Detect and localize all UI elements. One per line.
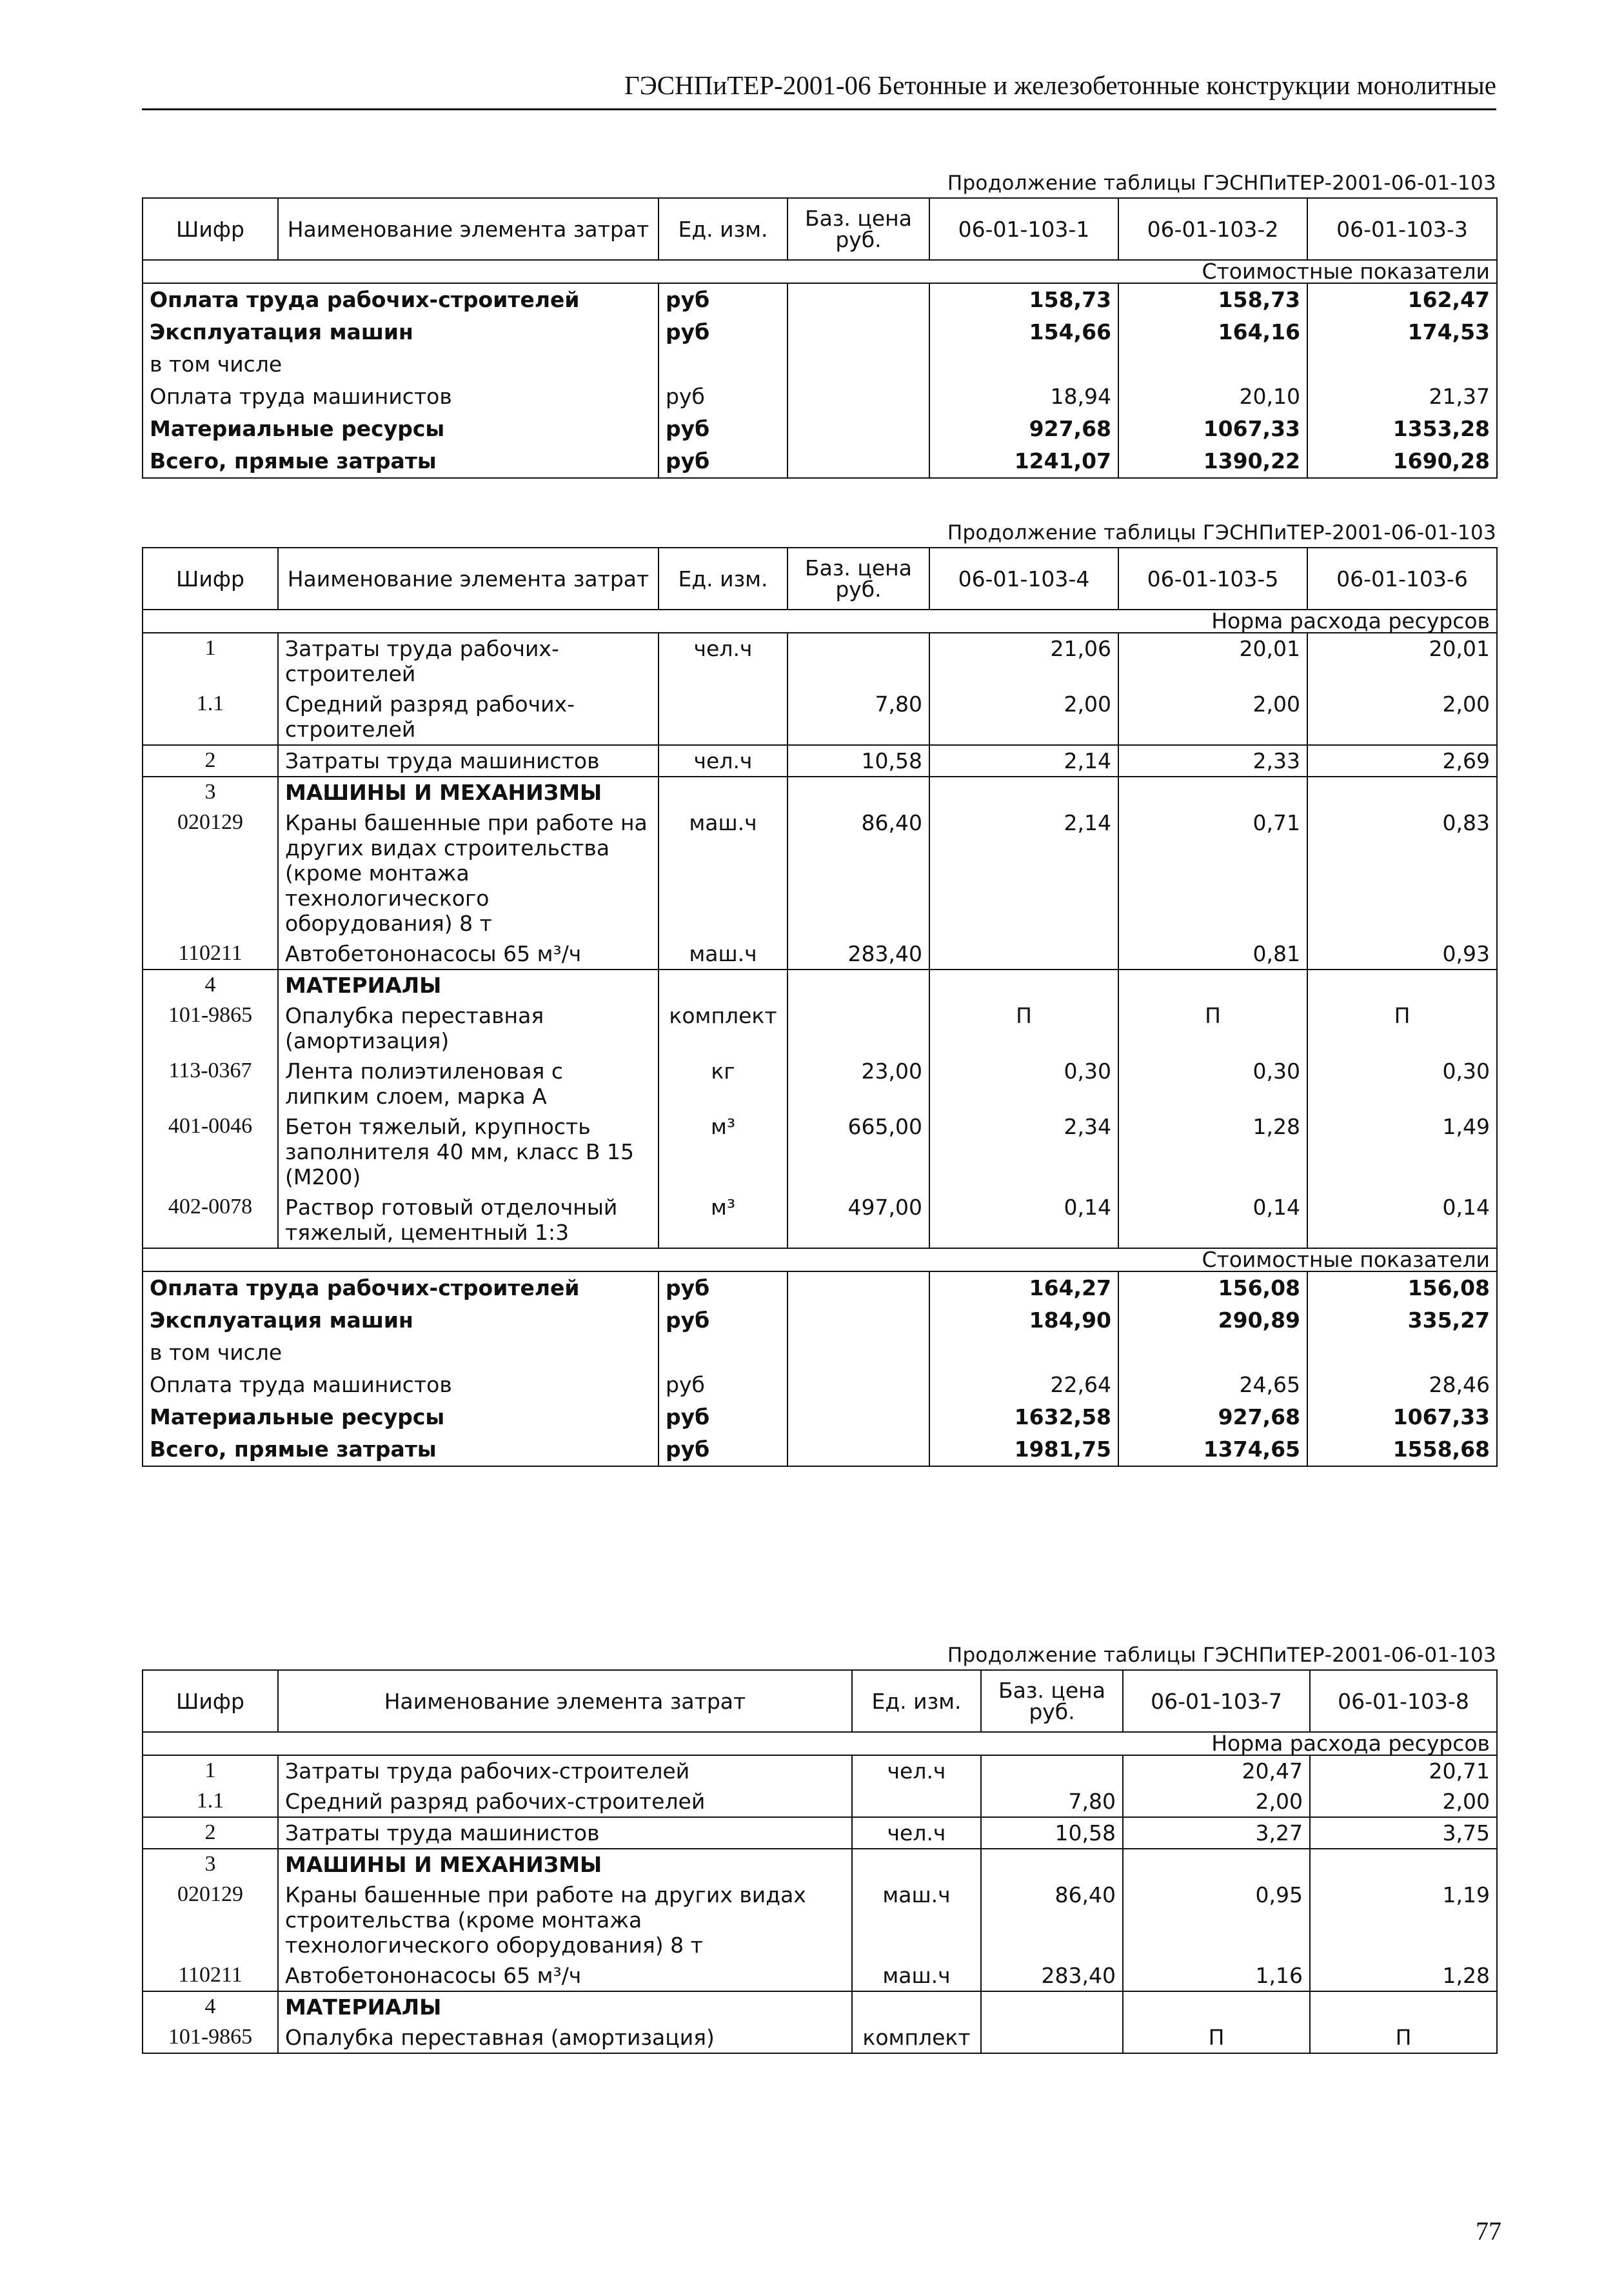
- row-base-price: 10,58: [787, 745, 929, 777]
- row-code: 020129: [143, 808, 278, 939]
- row-value: 0,30: [1118, 1056, 1307, 1111]
- row-name: Средний разряд рабочих-строителей: [278, 689, 659, 745]
- row-value: П: [1310, 2022, 1497, 2053]
- table-row: [143, 633, 1497, 689]
- total-value: 174,53: [1307, 316, 1497, 348]
- total-row: [143, 413, 1497, 445]
- row-code: 113-0367: [143, 1056, 278, 1111]
- total-value: 1241,07: [929, 445, 1118, 478]
- col-header-norm: 06-01-103-3: [1307, 198, 1497, 260]
- col-header-norm: 06-01-103-8: [1310, 1670, 1497, 1732]
- total-name: Всего, прямые затраты: [143, 445, 659, 478]
- col-header-name: Наименование элемента затрат: [278, 548, 659, 610]
- total-base-price: [787, 1304, 929, 1337]
- total-unit: руб: [659, 413, 787, 445]
- total-value: 156,08: [1118, 1271, 1307, 1304]
- row-name: Краны башенные при работе на других видах строительства (кроме монтажа технологического оборудования) 8 т: [278, 808, 659, 939]
- resource-table-2: [142, 547, 1498, 1467]
- row-code: 4: [143, 970, 278, 1000]
- row-code: 4: [143, 1991, 278, 2022]
- row-value: 1,28: [1310, 1960, 1497, 1991]
- row-name: Затраты труда рабочих-строителей: [278, 633, 659, 689]
- row-unit: маш.ч: [659, 808, 787, 939]
- total-unit: руб: [659, 283, 787, 316]
- total-unit: руб: [659, 445, 787, 478]
- total-name: в том числе: [143, 1337, 659, 1369]
- total-value: [1118, 1337, 1307, 1369]
- row-value: 0,95: [1123, 1880, 1310, 1960]
- section-header-label: Норма расхода ресурсов: [143, 1732, 1497, 1755]
- table-row: [143, 1056, 1497, 1111]
- total-row: [143, 1304, 1497, 1337]
- row-code: 101-9865: [143, 1000, 278, 1056]
- total-value: [1307, 1337, 1497, 1369]
- section-header-label: Стоимостные показатели: [143, 1248, 1497, 1271]
- row-name: Краны башенные при работе на других видах строительства (кроме монтажа технологического оборудования) 8 т: [278, 1880, 852, 1960]
- total-value: 1390,22: [1118, 445, 1307, 478]
- section-header-label: Стоимостные показатели: [143, 260, 1497, 283]
- row-code: 3: [143, 1849, 278, 1880]
- col-header-norm: 06-01-103-2: [1118, 198, 1307, 260]
- table-row: [143, 808, 1497, 939]
- row-unit: [852, 1786, 981, 1817]
- row-value: [1123, 1849, 1310, 1880]
- total-row: [143, 1401, 1497, 1433]
- row-unit: комплект: [852, 2022, 981, 2053]
- row-name: Раствор готовый отделочный тяжелый, цементный 1:3: [278, 1192, 659, 1248]
- total-row: [143, 283, 1497, 316]
- total-value: 1558,68: [1307, 1433, 1497, 1466]
- row-value: 2,00: [1118, 689, 1307, 745]
- row-value: 20,71: [1310, 1755, 1497, 1786]
- row-base-price: 665,00: [787, 1111, 929, 1192]
- total-row: [143, 348, 1497, 381]
- col-header-price: Баз. цена руб.: [787, 548, 929, 610]
- total-name: Оплата труда рабочих-строителей: [143, 1271, 659, 1304]
- row-name: МАТЕРИАЛЫ: [278, 1991, 852, 2022]
- table-row: [143, 1755, 1497, 1786]
- row-value: 0,14: [1118, 1192, 1307, 1248]
- table-continuation-caption: Продолжение таблицы ГЭСНПиТЕР-2001-06-01-103: [947, 172, 1496, 195]
- row-base-price: [981, 1991, 1123, 2022]
- total-name: Эксплуатация машин: [143, 1304, 659, 1337]
- row-code: 2: [143, 745, 278, 777]
- row-unit: маш.ч: [659, 939, 787, 970]
- row-base-price: 7,80: [787, 689, 929, 745]
- row-name: Опалубка переставная (амортизация): [278, 2022, 852, 2053]
- total-row: [143, 1271, 1497, 1304]
- table-continuation-caption: Продолжение таблицы ГЭСНПиТЕР-2001-06-01-103: [947, 521, 1496, 544]
- row-code: 1.1: [143, 1786, 278, 1817]
- total-base-price: [787, 1401, 929, 1433]
- row-code: 110211: [143, 939, 278, 970]
- col-header-unit: Ед. изм.: [659, 548, 787, 610]
- total-value: 158,73: [929, 283, 1118, 316]
- total-unit: руб: [659, 1401, 787, 1433]
- total-value: 21,37: [1307, 381, 1497, 413]
- total-value: 22,64: [929, 1369, 1118, 1401]
- header-divider: [142, 108, 1496, 110]
- row-name: Затраты труда машинистов: [278, 745, 659, 777]
- section-header-row: [143, 610, 1497, 633]
- total-row: [143, 445, 1497, 478]
- total-name: Оплата труда рабочих-строителей: [143, 283, 659, 316]
- row-value: 1,49: [1307, 1111, 1497, 1192]
- total-base-price: [787, 1369, 929, 1401]
- col-header-norm: 06-01-103-4: [929, 548, 1118, 610]
- total-base-price: [787, 316, 929, 348]
- row-base-price: [787, 1000, 929, 1056]
- col-header-norm: 06-01-103-1: [929, 198, 1118, 260]
- row-unit: [659, 777, 787, 808]
- row-value: [1310, 1849, 1497, 1880]
- row-name: Опалубка переставная (амортизация): [278, 1000, 659, 1056]
- total-name: Эксплуатация машин: [143, 316, 659, 348]
- table-row: [143, 1960, 1497, 1991]
- row-value: П: [929, 1000, 1118, 1056]
- row-value: [1118, 970, 1307, 1000]
- row-name: Автобетононасосы 65 м³/ч: [278, 1960, 852, 1991]
- total-base-price: [787, 1337, 929, 1369]
- section-header-row: [143, 1248, 1497, 1271]
- row-value: 2,14: [929, 808, 1118, 939]
- total-value: [1118, 348, 1307, 381]
- page-header-title: ГЭСНПиТЕР-2001-06 Бетонные и железобетонные конструкции монолитные: [624, 70, 1496, 100]
- total-value: 164,16: [1118, 316, 1307, 348]
- total-base-price: [787, 381, 929, 413]
- resource-table-3: [142, 1669, 1498, 2054]
- row-value: 3,75: [1310, 1817, 1497, 1849]
- total-value: 290,89: [1118, 1304, 1307, 1337]
- row-base-price: 497,00: [787, 1192, 929, 1248]
- row-code: 402-0078: [143, 1192, 278, 1248]
- row-name: Затраты труда рабочих-строителей: [278, 1755, 852, 1786]
- total-value: 927,68: [929, 413, 1118, 445]
- col-header-unit: Ед. изм.: [852, 1670, 981, 1732]
- row-base-price: [981, 1849, 1123, 1880]
- row-unit: [659, 970, 787, 1000]
- row-value: 0,71: [1118, 808, 1307, 939]
- total-value: 1067,33: [1118, 413, 1307, 445]
- row-code: 1.1: [143, 689, 278, 745]
- row-value: 2,00: [1123, 1786, 1310, 1817]
- table-row: [143, 970, 1497, 1000]
- row-code: 110211: [143, 1960, 278, 1991]
- row-code: 1: [143, 633, 278, 689]
- row-value: 2,00: [1307, 689, 1497, 745]
- total-value: 927,68: [1118, 1401, 1307, 1433]
- table-row: [143, 939, 1497, 970]
- total-unit: [659, 348, 787, 381]
- row-value: [1118, 777, 1307, 808]
- row-value: 2,00: [929, 689, 1118, 745]
- total-value: 1981,75: [929, 1433, 1118, 1466]
- row-value: [1123, 1991, 1310, 2022]
- total-value: 20,10: [1118, 381, 1307, 413]
- section-header-row: [143, 1732, 1497, 1755]
- row-value: 2,34: [929, 1111, 1118, 1192]
- col-header-unit: Ед. изм.: [659, 198, 787, 260]
- row-value: [1307, 970, 1497, 1000]
- total-unit: руб: [659, 1271, 787, 1304]
- total-unit: руб: [659, 1369, 787, 1401]
- row-name: МАШИНЫ И МЕХАНИЗМЫ: [278, 777, 659, 808]
- total-row: [143, 1433, 1497, 1466]
- row-base-price: [787, 970, 929, 1000]
- row-value: 0,93: [1307, 939, 1497, 970]
- row-base-price: 86,40: [787, 808, 929, 939]
- col-header-code: Шифр: [143, 198, 278, 260]
- row-value: 21,06: [929, 633, 1118, 689]
- row-value: [929, 970, 1118, 1000]
- row-name: Лента полиэтиленовая с липким слоем, марка А: [278, 1056, 659, 1111]
- total-value: 164,27: [929, 1271, 1118, 1304]
- row-base-price: [981, 1755, 1123, 1786]
- total-row: [143, 316, 1497, 348]
- table-row: [143, 1849, 1497, 1880]
- row-value: 20,47: [1123, 1755, 1310, 1786]
- row-code: 3: [143, 777, 278, 808]
- total-value: 1374,65: [1118, 1433, 1307, 1466]
- row-base-price: 23,00: [787, 1056, 929, 1111]
- total-value: 158,73: [1118, 283, 1307, 316]
- row-value: 1,19: [1310, 1880, 1497, 1960]
- row-code: 101-9865: [143, 2022, 278, 2053]
- row-value: 2,69: [1307, 745, 1497, 777]
- row-base-price: [981, 2022, 1123, 2053]
- total-unit: руб: [659, 381, 787, 413]
- row-unit: комплект: [659, 1000, 787, 1056]
- total-name: Материальные ресурсы: [143, 1401, 659, 1433]
- table-row: [143, 1880, 1497, 1960]
- row-unit: м³: [659, 1192, 787, 1248]
- total-row: [143, 1337, 1497, 1369]
- row-unit: [852, 1849, 981, 1880]
- page-number: 77: [1476, 2216, 1501, 2245]
- total-value: [929, 348, 1118, 381]
- row-name: МАШИНЫ И МЕХАНИЗМЫ: [278, 1849, 852, 1880]
- total-base-price: [787, 283, 929, 316]
- row-base-price: [787, 633, 929, 689]
- row-name: МАТЕРИАЛЫ: [278, 970, 659, 1000]
- cost-table-1: [142, 197, 1498, 479]
- total-value: 1632,58: [929, 1401, 1118, 1433]
- row-value: П: [1307, 1000, 1497, 1056]
- total-unit: руб: [659, 1304, 787, 1337]
- total-value: [929, 1337, 1118, 1369]
- row-base-price: 283,40: [981, 1960, 1123, 1991]
- total-value: 162,47: [1307, 283, 1497, 316]
- row-base-price: 10,58: [981, 1817, 1123, 1849]
- row-value: 0,81: [1118, 939, 1307, 970]
- total-value: 1690,28: [1307, 445, 1497, 478]
- row-value: 3,27: [1123, 1817, 1310, 1849]
- total-base-price: [787, 413, 929, 445]
- row-unit: м³: [659, 1111, 787, 1192]
- table-row: [143, 2022, 1497, 2053]
- table-row: [143, 1786, 1497, 1817]
- total-value: 1353,28: [1307, 413, 1497, 445]
- table-row: [143, 689, 1497, 745]
- row-unit: чел.ч: [659, 633, 787, 689]
- table-row: [143, 745, 1497, 777]
- total-unit: [659, 1337, 787, 1369]
- row-value: 2,00: [1310, 1786, 1497, 1817]
- total-name: Материальные ресурсы: [143, 413, 659, 445]
- row-base-price: 86,40: [981, 1880, 1123, 1960]
- row-name: Бетон тяжелый, крупность заполнителя 40 мм, класс В 15 (М200): [278, 1111, 659, 1192]
- row-value: П: [1118, 1000, 1307, 1056]
- col-header-name: Наименование элемента затрат: [278, 198, 659, 260]
- row-code: 401-0046: [143, 1111, 278, 1192]
- table-row: [143, 777, 1497, 808]
- col-header-norm: 06-01-103-7: [1123, 1670, 1310, 1732]
- row-value: 20,01: [1118, 633, 1307, 689]
- row-unit: [852, 1991, 981, 2022]
- table-continuation-caption: Продолжение таблицы ГЭСНПиТЕР-2001-06-01-103: [947, 1644, 1496, 1667]
- row-base-price: 283,40: [787, 939, 929, 970]
- row-value: 0,30: [929, 1056, 1118, 1111]
- row-value: П: [1123, 2022, 1310, 2053]
- row-code: 2: [143, 1817, 278, 1849]
- section-header-label: Норма расхода ресурсов: [143, 610, 1497, 633]
- total-name: Оплата труда машинистов: [143, 381, 659, 413]
- row-value: 20,01: [1307, 633, 1497, 689]
- table-row: [143, 1817, 1497, 1849]
- total-value: [1307, 348, 1497, 381]
- total-value: 156,08: [1307, 1271, 1497, 1304]
- col-header-norm: 06-01-103-5: [1118, 548, 1307, 610]
- total-row: [143, 1369, 1497, 1401]
- total-value: 24,65: [1118, 1369, 1307, 1401]
- row-base-price: [787, 777, 929, 808]
- table-row: [143, 1111, 1497, 1192]
- total-row: [143, 381, 1497, 413]
- row-code: 1: [143, 1755, 278, 1786]
- row-value: 0,30: [1307, 1056, 1497, 1111]
- row-unit: кг: [659, 1056, 787, 1111]
- total-value: 1067,33: [1307, 1401, 1497, 1433]
- row-name: Затраты труда машинистов: [278, 1817, 852, 1849]
- total-value: 18,94: [929, 381, 1118, 413]
- total-unit: руб: [659, 316, 787, 348]
- row-value: 1,28: [1118, 1111, 1307, 1192]
- row-code: 020129: [143, 1880, 278, 1960]
- col-header-norm: 06-01-103-6: [1307, 548, 1497, 610]
- total-unit: руб: [659, 1433, 787, 1466]
- row-value: 0,14: [1307, 1192, 1497, 1248]
- total-value: 335,27: [1307, 1304, 1497, 1337]
- row-name: Средний разряд рабочих-строителей: [278, 1786, 852, 1817]
- row-value: [929, 777, 1118, 808]
- row-value: 0,83: [1307, 808, 1497, 939]
- total-name: в том числе: [143, 348, 659, 381]
- row-value: 2,14: [929, 745, 1118, 777]
- row-unit: [659, 689, 787, 745]
- row-value: [1310, 1991, 1497, 2022]
- row-unit: чел.ч: [852, 1817, 981, 1849]
- col-header-price: Баз. цена руб.: [787, 198, 929, 260]
- row-unit: чел.ч: [659, 745, 787, 777]
- total-name: Оплата труда машинистов: [143, 1369, 659, 1401]
- col-header-code: Шифр: [143, 548, 278, 610]
- col-header-price: Баз. цена руб.: [981, 1670, 1123, 1732]
- row-unit: маш.ч: [852, 1880, 981, 1960]
- col-header-name: Наименование элемента затрат: [278, 1670, 852, 1732]
- row-value: 0,14: [929, 1192, 1118, 1248]
- row-value: 1,16: [1123, 1960, 1310, 1991]
- table-row: [143, 1991, 1497, 2022]
- total-base-price: [787, 445, 929, 478]
- section-header-row: [143, 260, 1497, 283]
- total-base-price: [787, 348, 929, 381]
- table-row: [143, 1000, 1497, 1056]
- row-unit: маш.ч: [852, 1960, 981, 1991]
- row-name: Автобетононасосы 65 м³/ч: [278, 939, 659, 970]
- total-name: Всего, прямые затраты: [143, 1433, 659, 1466]
- total-value: 154,66: [929, 316, 1118, 348]
- row-base-price: 7,80: [981, 1786, 1123, 1817]
- table-row: [143, 1192, 1497, 1248]
- total-value: 184,90: [929, 1304, 1118, 1337]
- col-header-code: Шифр: [143, 1670, 278, 1732]
- total-value: 28,46: [1307, 1369, 1497, 1401]
- row-value: [929, 939, 1118, 970]
- total-base-price: [787, 1271, 929, 1304]
- row-value: 2,33: [1118, 745, 1307, 777]
- row-value: [1307, 777, 1497, 808]
- row-unit: чел.ч: [852, 1755, 981, 1786]
- total-base-price: [787, 1433, 929, 1466]
